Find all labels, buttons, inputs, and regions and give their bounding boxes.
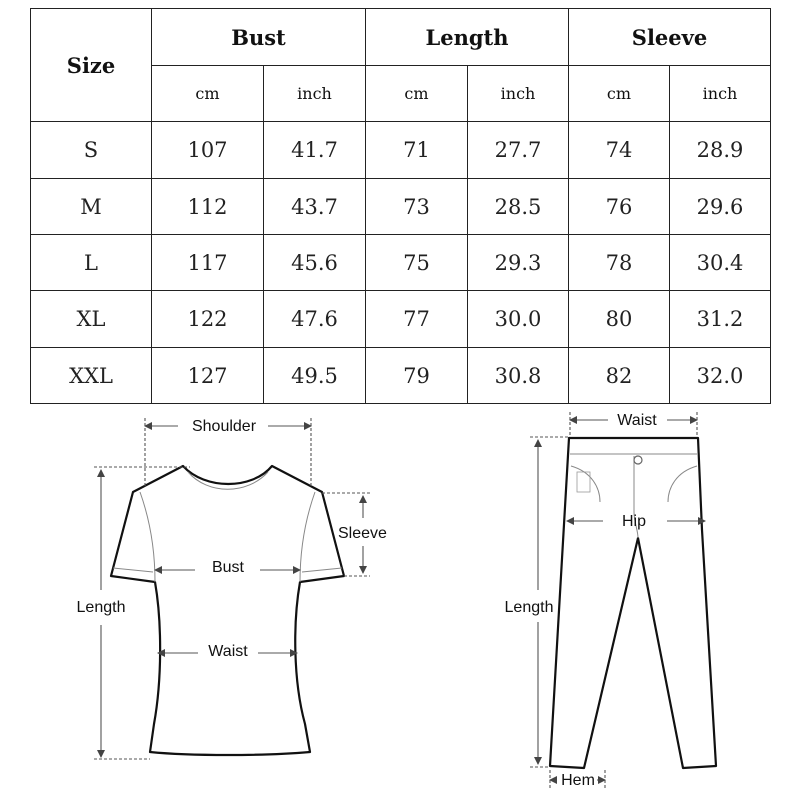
value-cell: 73 — [366, 179, 468, 235]
value-cell: 74 — [569, 122, 670, 179]
unit-header: inch — [264, 66, 366, 122]
value-cell: 76 — [569, 179, 670, 235]
bust-header: Bust — [152, 9, 366, 66]
shoulder-label: Shoulder — [191, 418, 257, 435]
table-row — [31, 291, 771, 348]
size-cell: L — [31, 235, 152, 291]
sleeve-header: Sleeve — [569, 9, 771, 66]
size-cell: S — [31, 122, 152, 179]
size-cell: M — [31, 179, 152, 235]
value-cell: 30.8 — [468, 348, 569, 404]
value-cell: 49.5 — [264, 348, 366, 404]
value-cell: 127 — [152, 348, 264, 404]
value-cell: 112 — [152, 179, 264, 235]
value-cell: 31.2 — [670, 291, 771, 348]
unit-header: cm — [366, 66, 468, 122]
value-cell: 28.9 — [670, 122, 771, 179]
value-cell: 71 — [366, 122, 468, 179]
value-cell: 28.5 — [468, 179, 569, 235]
value-cell: 45.6 — [264, 235, 366, 291]
value-cell: 43.7 — [264, 179, 366, 235]
tshirt-illustration — [77, 418, 387, 759]
table-row — [31, 235, 771, 291]
table-row — [31, 348, 771, 404]
value-cell: 79 — [366, 348, 468, 404]
hem-label: Hem — [561, 772, 595, 789]
measurement-diagram — [0, 405, 800, 800]
value-cell: 27.7 — [468, 122, 569, 179]
sleeve-label: Sleeve — [338, 525, 387, 542]
table-row — [31, 122, 771, 179]
value-cell: 117 — [152, 235, 264, 291]
unit-header: inch — [670, 66, 771, 122]
unit-header: cm — [152, 66, 264, 122]
value-cell: 47.6 — [264, 291, 366, 348]
size-cell: XXL — [31, 348, 152, 404]
value-cell: 80 — [569, 291, 670, 348]
value-cell: 32.0 — [670, 348, 771, 404]
value-cell: 77 — [366, 291, 468, 348]
bust-label: Bust — [211, 559, 245, 576]
waist-label: Waist — [208, 643, 248, 660]
value-cell: 30.4 — [670, 235, 771, 291]
value-cell: 122 — [152, 291, 264, 348]
pants-outline — [550, 438, 716, 768]
unit-header: cm — [569, 66, 670, 122]
value-cell: 75 — [366, 235, 468, 291]
size-chart-table — [30, 8, 771, 404]
value-cell: 82 — [569, 348, 670, 404]
pants-illustration — [505, 412, 716, 790]
size-cell: XL — [31, 291, 152, 348]
value-cell: 41.7 — [264, 122, 366, 179]
value-cell: 107 — [152, 122, 264, 179]
unit-header: inch — [468, 66, 569, 122]
size-header: Size — [31, 9, 152, 122]
length-header: Length — [366, 9, 569, 66]
pants-length-label: Length — [504, 599, 554, 616]
value-cell: 29.6 — [670, 179, 771, 235]
pants-waist-label: Waist — [617, 412, 657, 429]
value-cell: 29.3 — [468, 235, 569, 291]
hip-label: Hip — [621, 513, 647, 530]
table-row — [31, 179, 771, 235]
length-label: Length — [76, 599, 126, 616]
value-cell: 78 — [569, 235, 670, 291]
value-cell: 30.0 — [468, 291, 569, 348]
